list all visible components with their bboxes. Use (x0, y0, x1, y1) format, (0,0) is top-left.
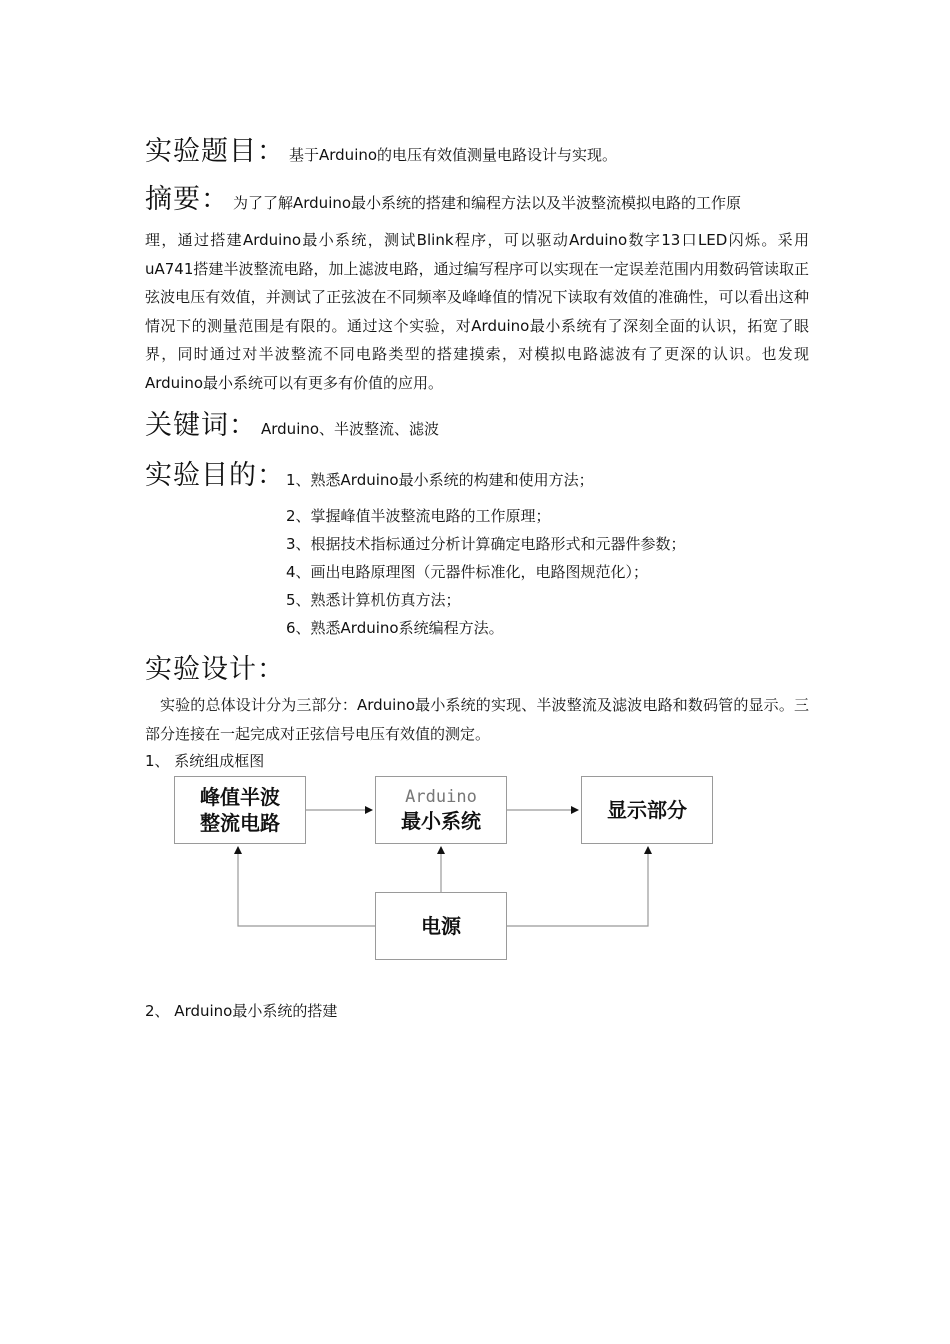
experiment-title-text: 基于Arduino的电压有效值测量电路设计与实现。 (289, 146, 618, 164)
arrow-power-to-display (507, 847, 648, 926)
abstract-label: 摘要： (145, 184, 229, 215)
abstract-first-line: 为了了解Arduino最小系统的搭建和编程方法以及半波整流模拟电路的工作原 (233, 194, 742, 212)
abstract-body: 理，通过搭建Arduino最小系统，测试Blink程序，可以驱动Arduino数字13口LED闪烁。采用uA741搭建半波整流电路，加上滤波电路，通过编写程序可以实现在一定误差范围内用数码管读取正弦波电压有效值，并测试了正弦波在不同频率及峰峰值的情况下读取有效值的准确性，可以看出这种情况下的测量范围是有限的。通过这个实验，对Arduino最小系统有了深刻全面的认识，拓宽了眼界，同时通过对半波整流不同电路类型的搭建摸索，对模拟电路滤波有了更深的认识。也发现Arduino最小系统可以有更多有价值的应用。 (145, 231, 809, 392)
objective-item: 1、熟悉Arduino最小系统的构建和使用方法； (286, 471, 594, 489)
keywords-text: Arduino、半波整流、滤波 (261, 420, 440, 438)
objective-item: 2、掌握峰值半波整流电路的工作原理； (286, 507, 551, 525)
keywords-label: 关键词： (145, 410, 257, 441)
display-block (581, 776, 713, 844)
rectifier-label-line2: 整流电路 (200, 811, 280, 835)
arrow-power-to-rectifier (238, 847, 375, 926)
experiment-title-label: 实验题目： (145, 136, 285, 167)
objective-item: 6、熟悉Arduino系统编程方法。 (286, 619, 504, 637)
section-2-heading: 2、 Arduino最小系统的搭建 (145, 1002, 338, 1020)
rectifier-block (174, 776, 306, 844)
design-label: 实验设计： (145, 654, 285, 685)
objectives-label: 实验目的： (145, 460, 285, 491)
objective-item: 5、熟悉计算机仿真方法； (286, 591, 461, 609)
objective-item: 4、画出电路原理图（元器件标准化，电路图规范化）； (286, 563, 649, 581)
section-1-heading: 1、 系统组成框图 (145, 752, 265, 770)
power-block (375, 892, 507, 960)
objective-item: 3、根据技术指标通过分析计算确定电路形式和元器件参数； (286, 535, 686, 553)
display-label: 显示部分 (607, 798, 687, 822)
design-intro: 实验的总体设计分为三部分：Arduino最小系统的实现、半波整流及滤波电路和数码管的显示。三部分连接在一起完成对正弦信号电压有效值的测定。 (145, 696, 809, 743)
rectifier-label-line1: 峰值半波 (200, 785, 280, 809)
arduino-block (375, 776, 507, 844)
arduino-label-line1: Arduino (405, 787, 477, 807)
arduino-label-line2: 最小系统 (401, 809, 481, 833)
power-label: 电源 (421, 914, 461, 938)
